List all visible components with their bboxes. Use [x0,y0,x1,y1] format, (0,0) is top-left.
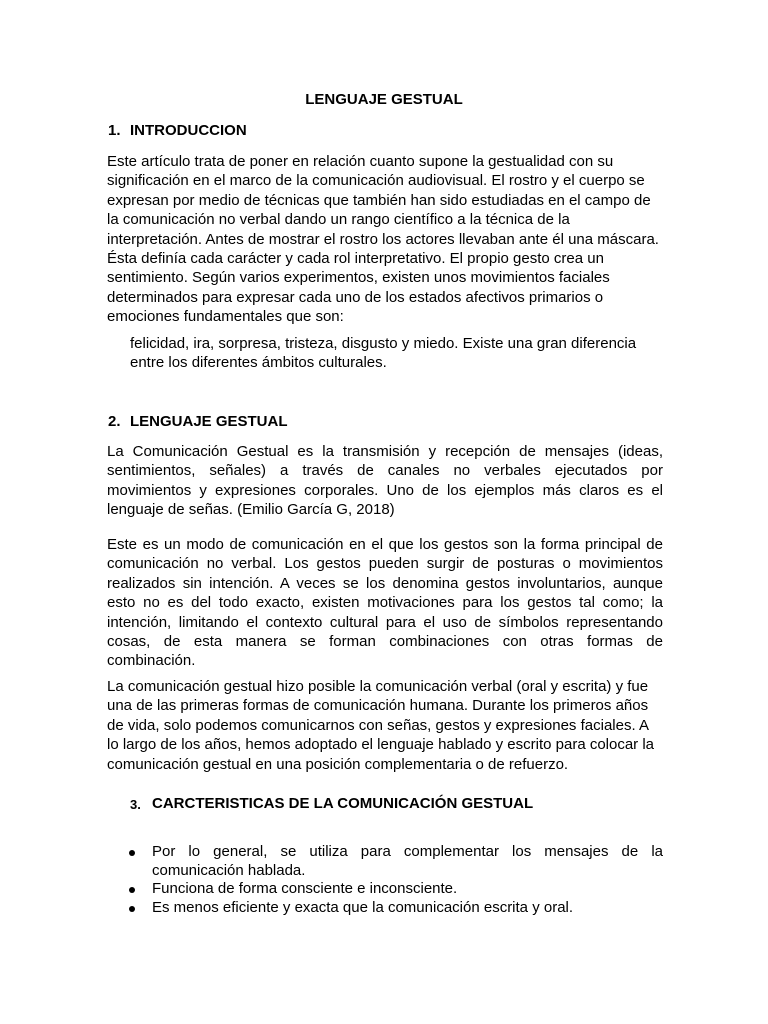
paragraph-gestural-history: La comunicación gestual hizo posible la comunicación verbal (oral y escrita) y fue una de las primeras formas de comunicación humana. Durante los primeros años de vida, solo podemos comunicarnos con señas, gestos y expresiones faciales. A lo largo de los años, hemos adoptado el lenguaje hablado y escrito para colocar la comunicación gestual en una posición complementaria o de refuerzo. [107,678,655,773]
characteristics-list [107,843,663,917]
section-heading-caracteristicas [130,794,534,814]
list-item [107,899,663,918]
bullet-icon [129,906,135,912]
list-item [107,843,663,880]
section-number: 2. [108,413,121,430]
document-title: LENGUAJE GESTUAL [305,91,463,108]
list-item [107,880,663,899]
section-heading-text: INTRODUCCION [130,122,247,139]
section-heading-lenguaje-gestual [108,412,288,432]
section-number: 1. [108,122,121,139]
paragraph-emotions-list: felicidad, ira, sorpresa, tristeza, disgusto y miedo. Existe una gran diferencia entre los diferentes ámbitos culturales. [130,335,637,372]
paragraph-definition: La Comunicación Gestual es la transmisión y recepción de mensajes (ideas, sentimientos, señales) a través de canales no verbales ejecutados por movimientos y expresiones corporales. Uno de los ejemplos más claros es el lenguaje de señas. (Emilio García G, 2018) [107,443,663,519]
bullet-icon [129,850,135,856]
paragraph-introduccion: Este artículo trata de poner en relación cuanto supone la gestualidad con su significación en el marco de la comunicación audiovisual. El rostro y el cuerpo se expresan por medio de técnicas que también han sido estudiadas en el campo de la comunicación no verbal dando un rango científico a la técnica de la interpretación. Antes de mostrar el rostro los actores llevaban ante él una máscara. Ésta definía cada carácter y cada rol interpretativo. El propio gesto crea un sentimiento. Según varios experimentos, existen unos movimientos faciales determinados para expresar cada uno de los estados afectivos primarios o emociones fundamentales que son: [107,153,659,326]
list-item-text: Por lo general, se utiliza para complementar los mensajes de la comunicación hablada. [152,843,663,879]
list-item-text: Es menos eficiente y exacta que la comunicación escrita y oral. [152,898,574,916]
bullet-icon [129,887,135,893]
section-number: 3. [130,797,141,812]
list-item-text: Funciona de forma consciente e inconsciente. [152,880,458,897]
section-heading-introduccion [108,121,247,141]
section-heading-text: LENGUAJE GESTUAL [130,413,288,430]
paragraph-gestures-mode: Este es un modo de comunicación en el que los gestos son la forma principal de comunicación no verbal. Los gestos pueden surgir de posturas o movimientos realizados sin intención. A veces se los denomina gestos involuntarios, aunque esto no es del todo exacto, existen motivaciones para los gestos tal como; la intención, limitando el contexto cultural para el uso de símbolos representando cosas, de esta manera se forman combinaciones con otras formas de combinación. [107,536,663,670]
section-heading-text: CARCTERISTICAS DE LA COMUNICACIÓN GESTUAL [152,795,534,812]
